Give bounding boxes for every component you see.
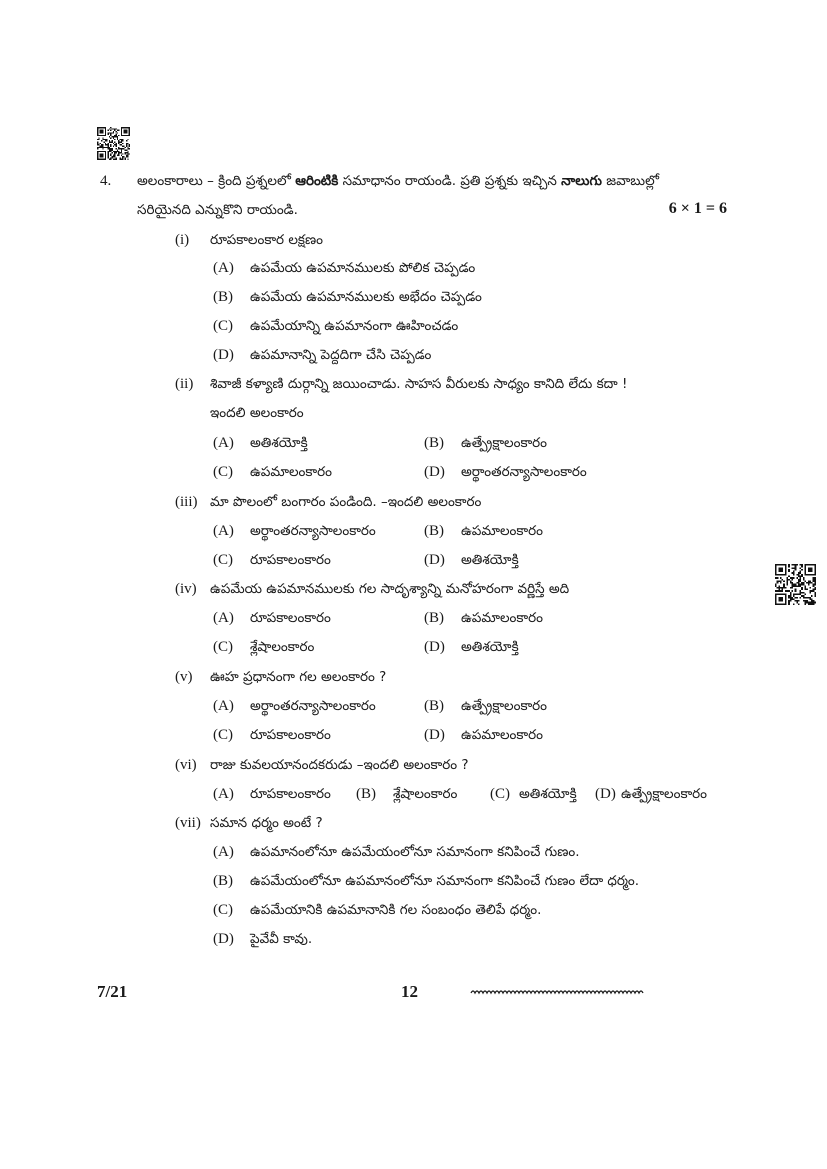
option-d: (D) అతిశయోక్తి	[424, 552, 519, 568]
option-b: (B) ఉపమాలంకారం	[424, 610, 543, 626]
option-b: (B) ఉత్ప్రేక్షాలంకారం	[424, 698, 548, 714]
question-intro-line-2: సరియైనది ఎన్నుకొని రాయండి.	[137, 202, 298, 218]
question-number: 4.	[100, 173, 112, 189]
option-c: (C) ఉపమాలంకారం	[213, 464, 332, 480]
wavy-line-icon	[470, 988, 644, 998]
sub-question-text: సమాన ధర్మం అంటే ?	[210, 815, 323, 831]
option-c: (C) అతిశయోక్తి	[490, 786, 577, 802]
option-d: (D) ఉపమానాన్ని పెద్దదిగా చేసి చెప్పడం	[213, 347, 432, 363]
sub-question-label: (iv)	[175, 581, 197, 597]
option-d: (D) అతిశయోక్తి	[424, 639, 519, 655]
option-a: (A) అర్థాంతరన్యాసాలంకారం	[213, 523, 376, 539]
option-d: (D) ఉత్ప్రేక్షాలంకారం	[595, 786, 708, 802]
option-a: (A) రూపకాలంకారం	[213, 786, 331, 802]
sub-question-label: (iii)	[175, 494, 198, 510]
option-c: (C) ఉపమేయానికి ఉపమానానికి గల సంబంధం తెలిపే ధర్మం.	[213, 902, 542, 918]
sub-question-text: రూపకాలంకార లక్షణం	[210, 232, 323, 248]
question-intro	[137, 172, 659, 190]
option-c: (C) శ్లేషాలంకారం	[213, 639, 315, 655]
intro-part-2: సమాధానం రాయండి. ప్రతి ప్రశ్నకు ఇచ్చిన	[338, 173, 562, 189]
option-d: (D) పైవేవీ కావు.	[213, 931, 313, 947]
sub-question-label: (v)	[175, 669, 193, 685]
option-a: (A) అతిశయోక్తి	[213, 435, 308, 451]
option-b: (B) ఉపమాలంకారం	[424, 523, 543, 539]
option-a: (A) రూపకాలంకారం	[213, 610, 331, 626]
marks-allocation: 6 × 1 = 6	[668, 200, 727, 217]
option-b: (B) శ్లేషాలంకారం	[356, 786, 458, 802]
sub-question-text: మా పొలంలో బంగారం పండింది. –ఇందలి అలంకారం	[210, 494, 482, 510]
sub-question-text: రాజు కువలయానందకరుడు –ఇందలి అలంకారం ?	[210, 757, 469, 773]
intro-bold-2: నాలుగు	[561, 173, 602, 189]
sub-question-text: ఊహ ప్రధానంగా గల అలంకారం ?	[210, 669, 387, 685]
sub-question-label: (i)	[175, 232, 190, 248]
sub-question-label: (vii)	[175, 815, 201, 831]
option-b: (B) ఉపమేయ ఉపమానములకు అభేదం చెప్పడం	[213, 289, 482, 305]
sub-question-text: ఉపమేయ ఉపమానములకు గల సాదృశ్యాన్ని మనోహరంగా వర్ణిస్తే అది	[210, 581, 570, 597]
qr-code-top-icon	[97, 127, 130, 160]
option-d: (D) అర్థాంతరన్యాసాలంకారం	[424, 464, 587, 480]
intro-bold-1: ఆరింటికి	[295, 173, 339, 189]
sub-question-label: (ii)	[175, 376, 194, 392]
intro-part-1: అలంకారాలు – క్రింది ప్రశ్నలలో	[137, 173, 296, 189]
option-b: (B) ఉత్ప్రేక్షాలంకారం	[424, 435, 548, 451]
sub-question-text-line-2: ఇందలి అలంకారం	[210, 405, 304, 421]
option-a: (A) ఉపమేయ ఉపమానములకు పోలిక చెప్పడం	[213, 260, 476, 276]
intro-part-3: జవాబుల్లో	[601, 173, 659, 189]
option-d: (D) ఉపమాలంకారం	[424, 727, 543, 743]
option-c: (C) రూపకాలంకారం	[213, 552, 331, 568]
page-number: 12	[401, 982, 418, 1001]
option-c: (C) రూపకాలంకారం	[213, 727, 331, 743]
sub-question-label: (vi)	[175, 757, 197, 773]
option-b: (B) ఉపమేయంలోనూ ఉపమానంలోనూ సమానంగా కనిపించే గుణం లేదా ధర్మం.	[213, 873, 640, 889]
paper-code: 7/21	[97, 982, 128, 1001]
qr-code-side-icon	[775, 564, 816, 605]
option-c: (C) ఉపమేయాన్ని ఉపమానంగా ఊహించడం	[213, 318, 459, 334]
option-a: (A) అర్థాంతరన్యాసాలంకారం	[213, 698, 376, 714]
option-a: (A) ఉపమానంలోనూ ఉపమేయంలోనూ సమానంగా కనిపించే గుణం.	[213, 844, 580, 860]
sub-question-text: శివాజీ కళ్యాణి దుర్గాన్ని జయించాడు. సాహస వీరులకు సాధ్యం కానిది లేదు కదా !	[210, 376, 628, 392]
